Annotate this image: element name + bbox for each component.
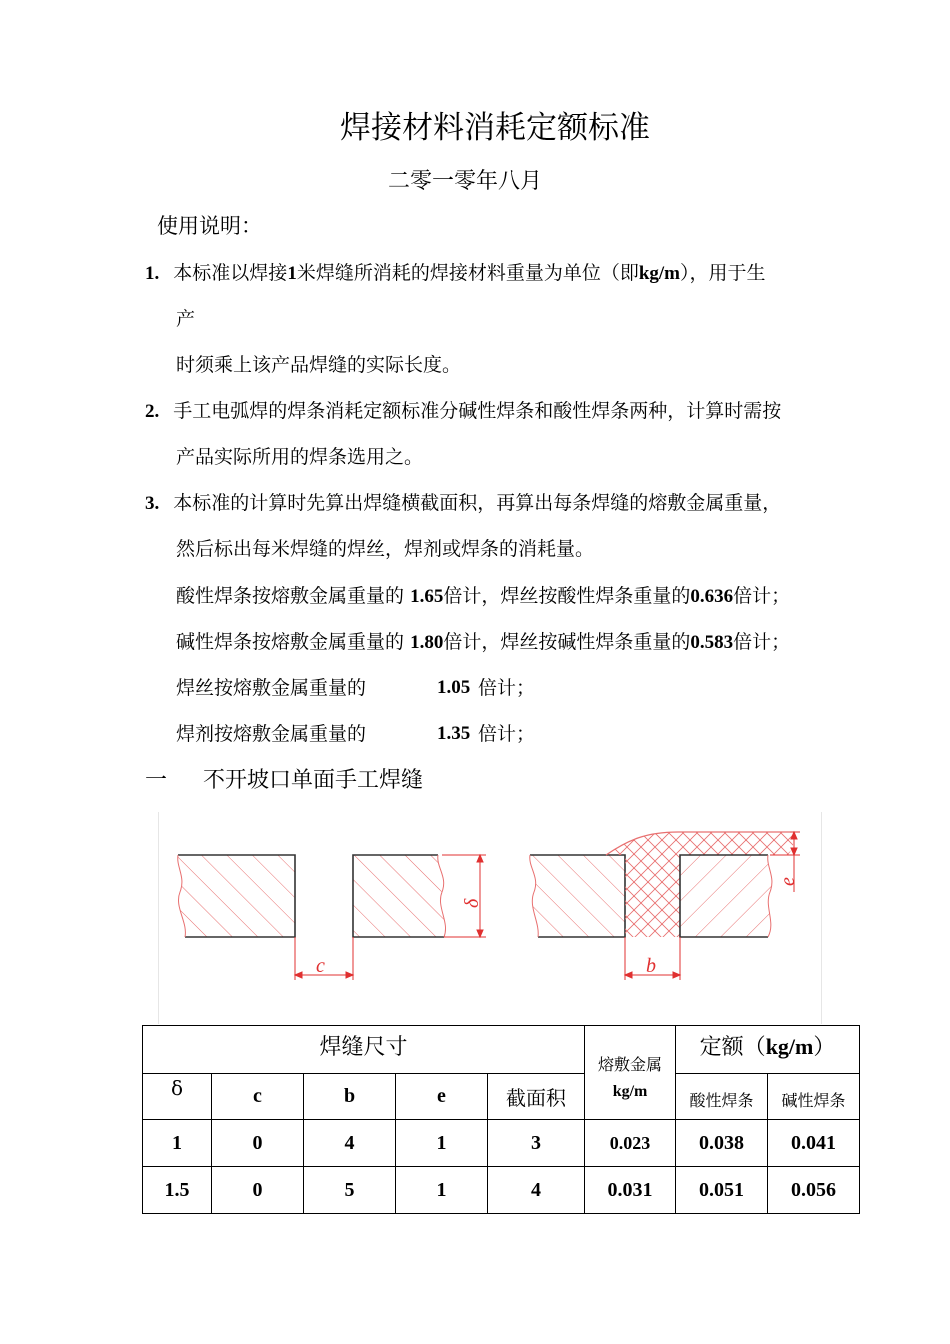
cell-c: 0 [212, 1120, 304, 1167]
item-1-line-2: 产 [176, 308, 196, 330]
col-header-delta: δ [143, 1074, 212, 1120]
item-bold: kg/m [638, 263, 681, 284]
factor-acid-electrode: 酸性焊条按熔敷金属重量的 1.65倍计，焊丝按酸性焊条重量的0.636倍计； [176, 585, 791, 607]
document-title: 焊接材料消耗定额标准 [340, 110, 650, 146]
weld-diagram [158, 812, 820, 1024]
item-bold: 1 [287, 263, 297, 284]
item-3-line-2: 然后标出每米焊缝的焊丝，焊剂或焊条的消耗量。 [176, 538, 595, 560]
item-text: 本标准以焊接 [173, 262, 288, 284]
item-1 [145, 250, 766, 297]
table-row [143, 1120, 860, 1167]
document-date: 二零一零年八月 [387, 169, 542, 194]
factor-basic-electrode: 碱性焊条按熔敷金属重量的 1.80倍计，焊丝按碱性焊条重量的0.583倍计； [176, 631, 791, 653]
label-delta: δ [461, 898, 483, 908]
cell-acid: 0.038 [676, 1120, 768, 1167]
usage-heading: 使用说明： [157, 214, 262, 238]
left-plate-a [178, 855, 295, 937]
col-header-b: b [304, 1074, 396, 1120]
cell-area: 4 [488, 1167, 585, 1214]
item-1-line-3: 时须乘上该产品焊缝的实际长度。 [176, 354, 462, 376]
label-c: c [316, 955, 325, 977]
col-header-basic: 碱性焊条 [768, 1074, 860, 1120]
cell-delta: 1 [143, 1120, 212, 1167]
item-text: ），用于生 [680, 262, 766, 284]
cell-basic: 0.056 [768, 1167, 860, 1214]
item-number: 1. [145, 263, 160, 284]
cell-b: 4 [304, 1120, 396, 1167]
cell-delta: 1.5 [143, 1167, 212, 1214]
item-2 [145, 388, 781, 435]
col-header-area: 截面积 [488, 1074, 585, 1120]
factor-flux: 焊剂按熔敷金属重量的 1.35 倍计； [176, 723, 536, 745]
header-weld-size: 焊缝尺寸 [143, 1026, 585, 1074]
col-header-acid: 酸性焊条 [676, 1074, 768, 1120]
cell-e: 1 [396, 1120, 488, 1167]
label-e: e [777, 877, 799, 886]
consumption-table [142, 1025, 860, 1214]
cell-basic: 0.041 [768, 1120, 860, 1167]
col-header-c: c [212, 1074, 304, 1120]
right-plate-b [680, 855, 772, 937]
right-plate-a [530, 855, 625, 937]
cell-acid: 0.051 [676, 1167, 768, 1214]
item-2-line-2: 产品实际所用的焊条选用之。 [176, 446, 424, 468]
cell-metal: 0.023 [585, 1120, 676, 1167]
section-number: 一 [145, 768, 168, 793]
left-plate-b [353, 855, 446, 937]
label-b: b [646, 955, 656, 977]
factor-wire: 焊丝按熔敷金属重量的 1.05 倍计； [176, 677, 536, 699]
header-deposit-metal: 熔敷金属 kg/m [585, 1026, 676, 1120]
item-text: 手工电弧焊的焊条消耗定额标准分碱性焊条和酸性焊条两种，计算时需按 [173, 400, 782, 422]
item-text: 本标准的计算时先算出焊缝横截面积，再算出每条焊缝的熔敷金属重量， [173, 492, 782, 514]
section-heading [145, 763, 423, 794]
item-number: 2. [145, 401, 160, 422]
dimension-delta [442, 855, 486, 937]
item-3 [145, 480, 781, 527]
cell-c: 0 [212, 1167, 304, 1214]
item-number: 3. [145, 493, 160, 514]
cell-metal: 0.031 [585, 1167, 676, 1214]
table-row [143, 1167, 860, 1214]
cell-area: 3 [488, 1120, 585, 1167]
header-quota: 定额（kg/m） [676, 1026, 860, 1074]
cell-e: 1 [396, 1167, 488, 1214]
cell-b: 5 [304, 1167, 396, 1214]
col-header-e: e [396, 1074, 488, 1120]
item-text: 米焊缝所消耗的焊接材料重量为单位（即 [296, 262, 639, 284]
section-title: 不开坡口单面手工焊缝 [203, 768, 424, 793]
